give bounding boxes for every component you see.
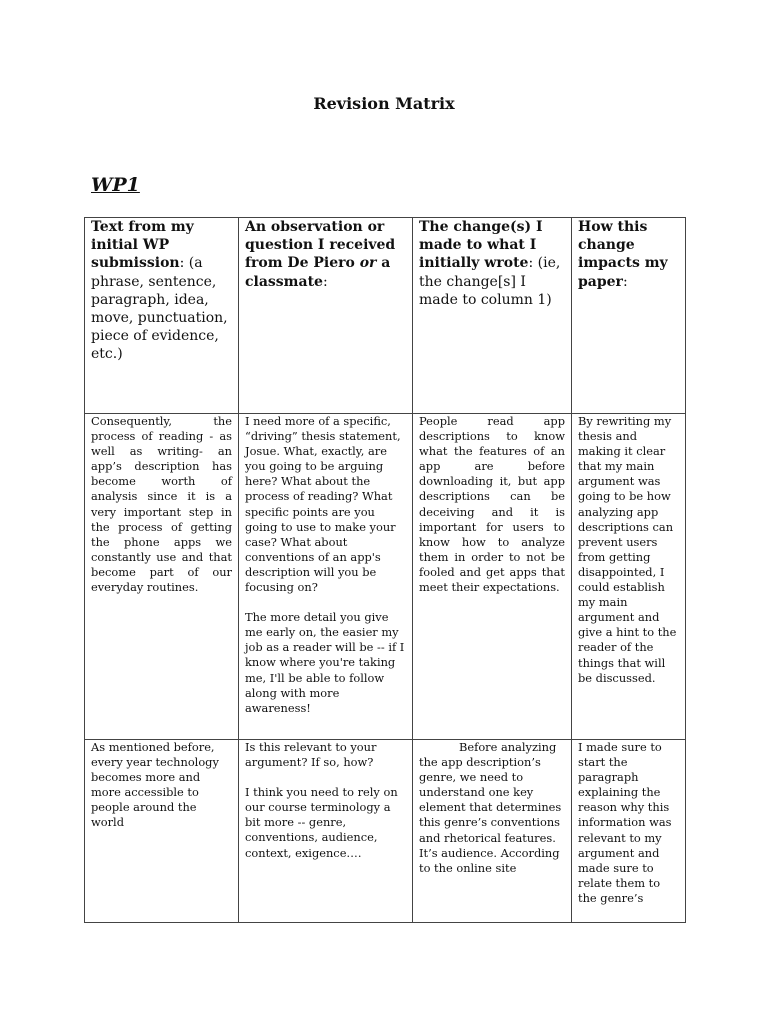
cell-changes: People read app descriptions to know what the features of an app are before downloading it, but app descriptions can be deceiving and it is important for users to know how to analyze them in order to not be fooled and get apps that meet their expectations.	[413, 414, 572, 740]
observation-paragraph: The more detail you give me early on, the easier my job as a reader will be -- if I know where you're taking me, I'll be able to follow along with more awareness!	[245, 610, 405, 715]
cell-initial-text: Consequently, the process of reading - as well as writing- an app’s description has become worth of analysis since it is a very important step in the process of getting the phone apps we constantly use and that become part of our everyday routines.	[85, 414, 239, 740]
cell-observation	[239, 740, 413, 923]
cell-initial-text: As mentioned before, every year technology becomes more and more accessible to people around the world	[85, 740, 239, 923]
cell-impact: I made sure to start the paragraph explaining the reason why this information was relevant to my argument and made sure to relate them to the genre’s	[572, 740, 686, 923]
observation-paragraph: I think you need to rely on our course terminology a bit more -- genre, conventions, audience, context, exigence….	[245, 785, 398, 860]
header-bold: Text from my initial WP submission	[91, 219, 194, 272]
section-label: WP1	[91, 174, 140, 196]
page-title: Revision Matrix	[313, 94, 455, 113]
header-italic: or	[359, 255, 377, 272]
header-cell-initial-text	[85, 218, 239, 414]
header-bold: An observation or question I received from De Piero	[245, 219, 396, 272]
header-bold: How this change impacts my paper	[578, 219, 668, 290]
cell-observation	[239, 414, 413, 740]
header-rest: :	[622, 273, 628, 290]
header-cell-changes	[413, 218, 572, 414]
table-row	[85, 740, 686, 923]
header-rest: : (a phrase, sentence, paragraph, idea, move, punctuation, piece of evidence, etc.)	[91, 255, 228, 363]
header-cell-observation	[239, 218, 413, 414]
header-rest: : (ie, the change[s] I made to column 1)	[419, 255, 561, 308]
observation-paragraph: I need more of a specific, “driving” thesis statement, Josue. What, exactly, are you going to be arguing here? What about the process of reading? What specific points are you going to use to make your case? What about conventions of an app's description will you be focusing on?	[245, 414, 401, 595]
cell-impact: By rewriting my thesis and making it clear that my main argument was going to be how analyzing app descriptions can prevent users from getting disappointed, I could establish my main argument and give a hint to the reader of the things that will be discussed.	[572, 414, 686, 740]
table-row	[85, 414, 686, 740]
header-bold: The change(s) I made to what I initially wrote	[419, 219, 543, 272]
observation-paragraph: Is this relevant to your argument? If so, how?	[245, 740, 377, 770]
revision-matrix-table	[84, 217, 686, 923]
header-rest: :	[322, 273, 328, 290]
changes-paragraph: Before analyzing the app description’s genre, we need to understand one key element that determines this genre’s conventions and rhetorical features. It’s audience. According to the online site	[419, 740, 562, 875]
cell-changes	[413, 740, 572, 923]
header-cell-impact	[572, 218, 686, 414]
header-bold-b: a classmate	[245, 255, 391, 290]
header-row	[85, 218, 686, 414]
